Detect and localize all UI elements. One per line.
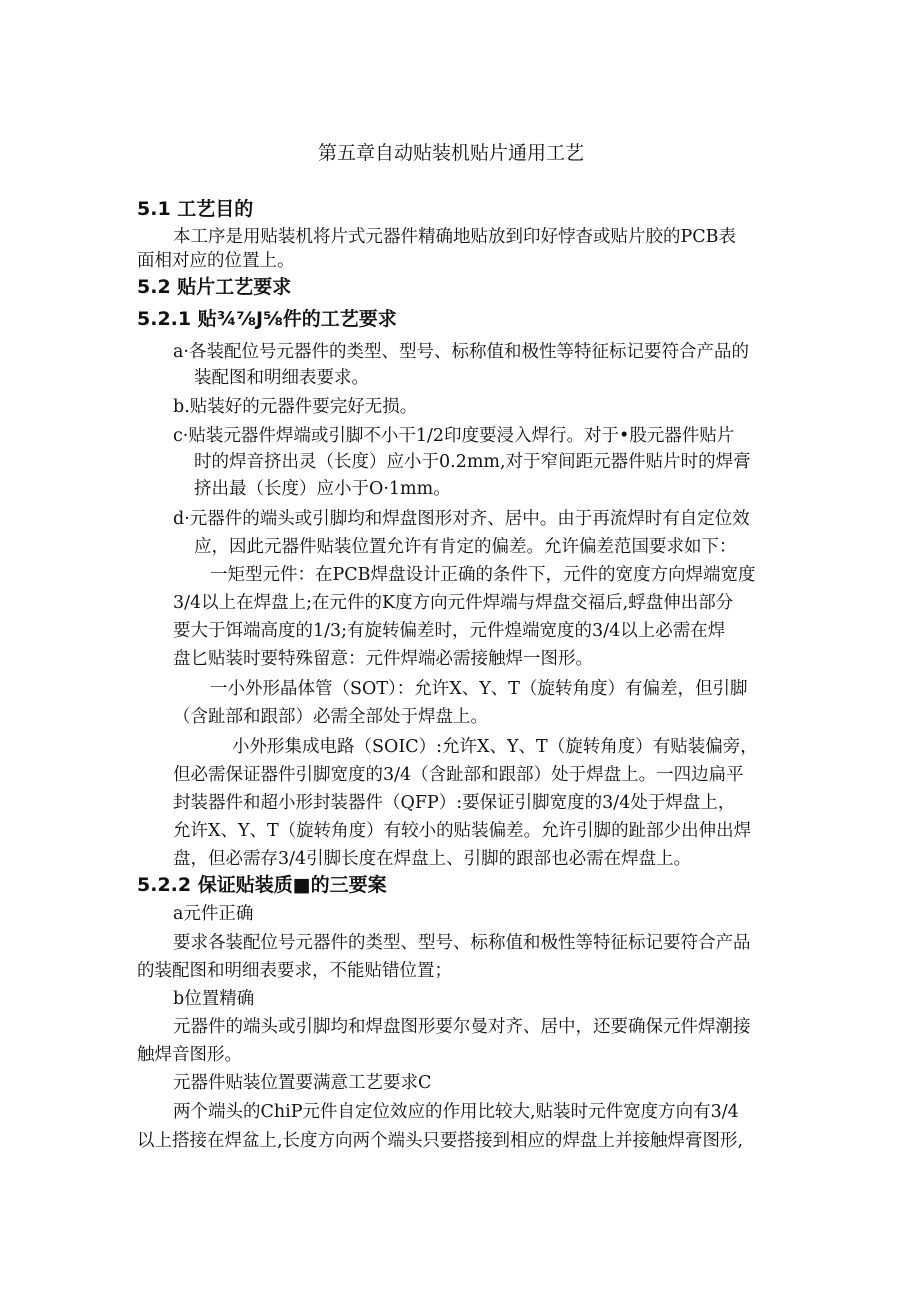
section-5-2-1-heading: 5.2.1 贴¾⅞J⅝件的工艺要求 (137, 308, 397, 330)
subheading-a: a元件正确 (173, 904, 254, 924)
paragraph-line: 要大于饵端高度的1/3;有旋转偏差时，元件煌端宽度的3/4以上必需在焊 (173, 621, 726, 641)
paragraph-line: 盘匕贴装时要特殊留意：元件焊端必需接触焊一图形。 (173, 649, 593, 669)
paragraph-line: 的装配图和明细表要求，不能贴错位置； (137, 961, 452, 981)
list-item-a: a·各装配位号元器件的类型、型号、标称值和极性等特征标记要符合产品的 (173, 342, 749, 362)
paragraph-line: 元器件贴装位置要满意工艺要求C (173, 1073, 432, 1093)
list-item-a-cont: 装配图和明细表要求。 (194, 368, 369, 388)
paragraph-line: 小外形集成电路（SOIC）:允许X、Y、T（旋转角度）有贴装偏旁， (232, 737, 758, 757)
paragraph-line: 封装器件和超小形封装器件（QFP）:要保证引脚宽度的3/4处于焊盘上， (173, 793, 736, 813)
paragraph-line: 要求各装配位号元器件的类型、型号、标称值和极性等特征标记要符合产品 (173, 933, 751, 953)
page-title: 第五章自动贴装机贴片通用工艺 (318, 142, 585, 164)
paragraph-line: 两个端头的ChiP元件自定位效应的作用比较大,贴装时元件宽度方向有3/4 (173, 1102, 739, 1122)
list-item-c-cont: 时的焊音挤出灵（长度）应小于0.2mm,对于窄间距元器件贴片时的焊膏 (194, 452, 751, 472)
subheading-b: b位置精确 (173, 989, 255, 1009)
paragraph-line: 以上搭接在焊盆上,长度方向两个端头只要搭接到相应的焊盘上并接触焊膏图形, (137, 1131, 744, 1151)
paragraph-line: 但必需保证器件引脚宽度的3/4（含趾部和跟部）处于焊盘上。一四边扁平 (173, 765, 744, 785)
paragraph-line: 触焊音图形。 (137, 1045, 242, 1065)
list-item-b: b.贴装好的元器件要完好无损。 (173, 397, 418, 417)
paragraph-line: 面相对应的位置上。 (137, 251, 295, 271)
section-5-2-2-heading: 5.2.2 保证贴装质■的三要案 (137, 874, 387, 896)
list-item-d: d·元器件的端头或引脚均和焊盘图形对齐、居中。由于再流焊时有自定位效 (173, 509, 750, 529)
list-item-c: c·贴装元器件焊端或引脚不小干1/2印度要浸入焊行。对于•股元器件贴片 (173, 426, 735, 446)
list-item-d-cont: 应，因此元器件贴装位置允许有肯定的偏差。允许偏差范国要求如下： (194, 537, 737, 557)
paragraph-line: 允许X、Y、T（旋转角度）有较小的贴装偏差。允许引脚的趾部少出伸出焊 (173, 821, 752, 841)
paragraph-line: 3/4以上在焊盘上;在元件的K度方向元件焊端与焊盘交福后,蜉盘伸出部分 (173, 593, 734, 613)
paragraph-line: 盘，但必需存3/4引脚长度在焊盘上、引脚的跟部也必需在焊盘上。 (173, 849, 692, 869)
list-item-c-cont: 挤出最（长度）应小于O·1mm。 (194, 479, 451, 499)
section-5-2-heading: 5.2 贴片工艺要求 (137, 276, 292, 298)
paragraph-line: （含趾部和跟部）必需全部处于焊盘上。 (173, 707, 488, 727)
paragraph-line: 本工序是用贴装机将片式元器件精确地贴放到印好悖杳或贴片胶的PCB表 (173, 227, 737, 247)
paragraph-line: 一矩型元件：在PCB焊盘设计正确的条件下，元件的宽度方向焊端宽度 (210, 565, 756, 585)
paragraph-line: 元器件的端头或引脚均和焊盘图形要尔曼对齐、居中，还要确保元件焊潮接 (173, 1017, 751, 1037)
paragraph-line: 一小外形晶体管（SOT）：允许X、Y、T（旋转角度）有偏差，但引脚 (210, 679, 748, 699)
section-5-1-heading: 5.1 工艺目的 (137, 198, 254, 220)
